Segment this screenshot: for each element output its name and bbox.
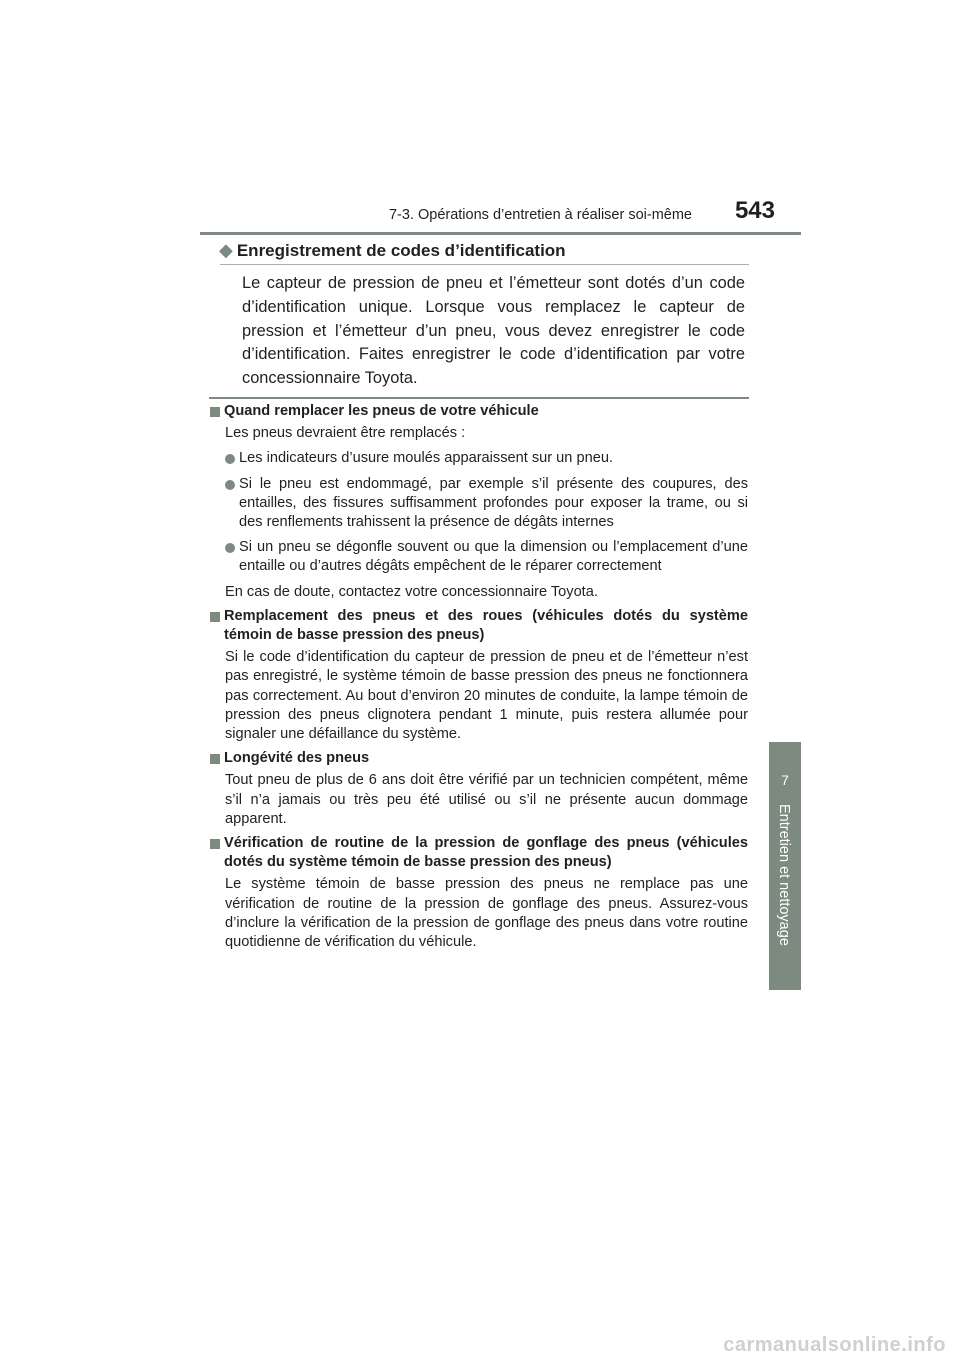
list-item (210, 449, 748, 468)
list-item-text: Si le pneu est endommagé, par exemple s’il présente des coupures, des entailles, des fissures suffisamment profondes pour exposer la trame, ou si des renflements trahissent la présence de dégâts internes (239, 475, 748, 531)
square-bullet-icon (210, 839, 220, 849)
box-heading-text: Enregistrement de codes d’identification (236, 241, 566, 260)
square-bullet-icon (210, 407, 220, 417)
section-body: Si le code d’identification du capteur de pression de pneu et de l’émetteur n’est pas enregistré, le système témoin de basse pression des pneus ne fonctionnera pas correctement. Au bout d’environ 20 minutes de conduite, la lampe témoin de pression des pneus clignotera pendant 1 minute, puis restera allumée pour signaler une défaillance du système. (225, 649, 748, 743)
section-tire-longevity (210, 749, 748, 829)
watermark-text: carmanualsonline.info (723, 1334, 946, 1356)
list-item (210, 475, 748, 533)
round-bullet-icon (225, 480, 235, 490)
list-item-text: Les indicateurs d’usure moulés apparaissent sur un pneu. (239, 450, 613, 467)
section-outro: En cas de doute, contactez votre concessionnaire Toyota. (225, 583, 598, 600)
main-content (210, 402, 748, 957)
header-section-title: 7-3. Opérations d’entretien à réaliser soi-même (388, 207, 692, 223)
watermark (0, 1334, 960, 1358)
section-title-text: Quand remplacer les pneus de votre véhicule (224, 403, 539, 419)
list-item-text: Si un pneu se dégonfle souvent ou que la dimension ou l’emplacement d’une entaille ou d’autres dégâts empêchent de le réparer correctement (239, 539, 748, 575)
section-body: Tout pneu de plus de 6 ans doit être vérifié par un technicien compétent, même s’il n’a jamais ou très peu été utilisé ou s’il ne présente aucun dommage apparent. (225, 772, 748, 827)
chapter-label: Entretien et nettoyage (776, 804, 792, 946)
box-bottom-rule (209, 397, 749, 399)
section-title (210, 402, 748, 421)
section-title-text: Remplacement des pneus et des roues (véhicules dotés du système témoin de basse pression des pneus) (224, 607, 748, 644)
diamond-icon: ◆ (219, 240, 233, 260)
section-title-text: Longévité des pneus (224, 750, 370, 767)
square-bullet-icon (210, 612, 220, 622)
section-tire-wheel-replacement (210, 607, 748, 744)
round-bullet-icon (225, 543, 235, 553)
box-body: Le capteur de pression de pneu et l’émetteur sont dotés d’un code d’identification unique. Lorsque vous remplacez le capteur de pression et l’émetteur d’un pneu, vous devez enregistrer le code d’identification. Faites enregistrer le code d’identification par votre concessionnaire Toyota. (242, 274, 745, 388)
chapter-number: 7 (781, 772, 789, 788)
section-routine-pressure-check (210, 834, 748, 952)
header-rule (200, 232, 801, 235)
page-number: 543 (734, 197, 775, 224)
square-bullet-icon (210, 754, 220, 764)
section-title-text: Vérification de routine de la pression de gonflage des pneus (véhicules dotés du système témoin de basse pression des pneus) (224, 835, 748, 871)
round-bullet-icon (225, 454, 235, 464)
section-title (210, 607, 748, 645)
section-tire-replacement-timing (210, 402, 748, 602)
box-heading (219, 240, 759, 261)
section-intro: Les pneus devraient être remplacés : (225, 425, 466, 442)
list-item (210, 538, 748, 576)
section-title (210, 749, 748, 768)
section-title (210, 834, 748, 872)
chapter-side-tab (769, 742, 801, 990)
box-divider (220, 264, 749, 265)
section-body: Le système témoin de basse pression des pneus ne remplace pas une vérification de routine de la pression de gonflage des pneus. Assurez-vous d’inclure la vérification de la pression de gonflage des pneus dans votre routine quotidienne de vérification du véhicule. (225, 876, 748, 951)
